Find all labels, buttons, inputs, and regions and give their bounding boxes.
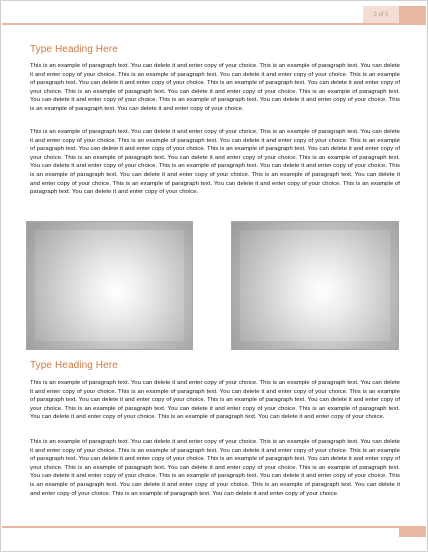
image-placeholder-right-fill: [240, 230, 390, 341]
section2-paragraph-2: This is an example of paragraph text. You can delete it and enter copy of your choice. This is an example of paragraph text. You can delete it and enter copy of your choice. This is an example of paragraph text. You can delete it and enter copy of your choice. This is an example of paragraph text. You can delete it and enter copy of your choice. This is an example of paragraph text. You can delete it and enter copy of your choice. This is an example of paragraph text. You can delete it and enter copy of your choice. This is an example of paragraph text. You can delete it and enter copy of your choice. This is an example of paragraph text. You can delete it and enter copy of your choice. This is an example of paragraph text. You can delete it and enter copy of your choice. This is an example of paragraph text. You can delete it and enter copy of your choice. This is an example of paragraph text. You can delete it and enter copy of your choice.: [30, 439, 400, 497]
section-heading-2: Type Heading Here: [30, 360, 118, 371]
section1-paragraph-2: This is an example of paragraph text. You can delete it and enter copy of your choice. This is an example of paragraph text. You can delete it and enter copy of your choice. This is an example of paragraph text. You can delete it and enter copy of your choice. This is an example of paragraph text. You can delete it and enter copy of your choice. This is an example of paragraph text. You can delete it and enter copy of your choice. This is an example of paragraph text. You can delete it and enter copy of your choice. This is an example of paragraph text. You can delete it and enter copy of your choice. This is an example of paragraph text. You can delete it and enter copy of your choice. This is an example of paragraph text. You can delete it and enter copy of your choice. This is an example of paragraph text. You can delete it and enter copy of your choice. This is an example of paragraph text. You can delete it and enter copy of your choice. This is an example of paragraph text. You can delete it and enter copy of your choice.: [30, 129, 400, 196]
section1-paragraph-1: This is an example of paragraph text. You can delete it and enter copy of your choice. This is an example of paragraph text. You can delete it and enter copy of your choice. This is an example of paragraph text. You can delete it and enter copy of your choice. This is an example of paragraph text. You can delete it and enter copy of your choice. This is an example of paragraph text. You can delete it and enter copy of your choice. This is an example of paragraph text. You can delete it and enter copy of your choice. This is an example of paragraph text. You can delete it and enter copy of your choice. This is an example of paragraph text. You can delete it and enter copy of your choice. This is an example of paragraph text. You can delete it and enter copy of your choice.: [30, 63, 400, 112]
section2-paragraph-1: This is an example of paragraph text. You can delete it and enter copy of your choice. This is an example of paragraph text. You can delete it and enter copy of your choice. This is an example of paragraph text. You can delete it and enter copy of your choice. This is an example of paragraph text. You can delete it and enter copy of your choice. This is an example of paragraph text. You can delete it and enter copy of your choice. This is an example of paragraph text. You can delete it and enter copy of your choice. This is an example of paragraph text. You can delete it and enter copy of your choice. This is an example of paragraph text. You can delete it and enter copy of your choice.: [30, 380, 400, 421]
image-placeholder-left: [26, 221, 193, 350]
image-placeholder-left-fill: [35, 230, 184, 341]
footer-rule: [2, 526, 426, 528]
footer-accent-block: [399, 528, 426, 537]
image-placeholder-right: [231, 221, 399, 350]
header-rule: [2, 23, 426, 25]
page-number-tab: 3 of 5: [363, 6, 399, 24]
section-heading-1: Type Heading Here: [30, 44, 118, 55]
header-accent-block: [399, 6, 426, 24]
